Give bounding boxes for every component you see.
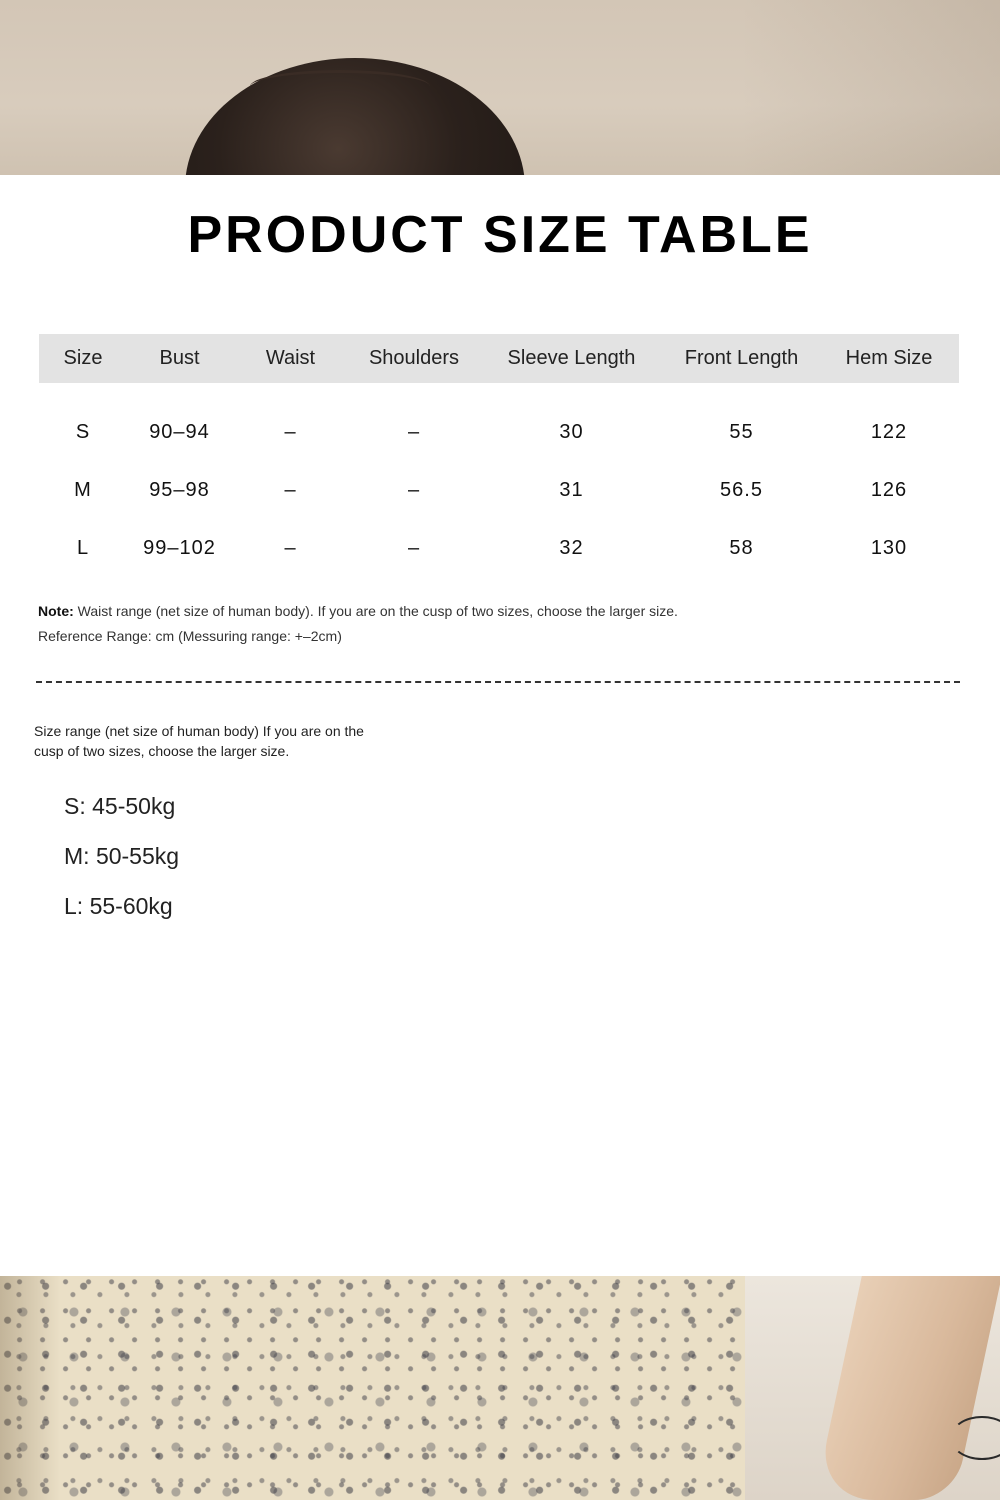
table-cell: L: [76, 536, 90, 559]
spacer-cell: [39, 383, 959, 403]
size-chart-card: [0, 175, 1000, 1276]
weight-list: [64, 789, 179, 939]
note-line: [38, 599, 678, 624]
header-shoulders: Shoulders: [368, 347, 460, 369]
table-cell: 32: [559, 536, 584, 559]
table-cell: S: [75, 420, 91, 443]
table-cell: –: [407, 420, 421, 443]
table-cell: 122: [870, 420, 908, 443]
header-hem-size: Hem Size: [845, 347, 933, 369]
table-cell: 58: [729, 536, 754, 559]
table-cell: 55: [729, 420, 754, 443]
table-cell: –: [284, 420, 297, 443]
table-cell: 126: [870, 478, 908, 501]
size-note: [38, 599, 678, 649]
table-spacer: [39, 383, 959, 403]
skirt-fold: [0, 1276, 60, 1500]
header-bust: Bust: [159, 347, 200, 369]
top-photo: [0, 0, 1000, 175]
header-front-length: Front Length: [684, 347, 799, 369]
table-cell: –: [284, 536, 297, 559]
table-row: [39, 403, 959, 461]
dashed-divider: [36, 681, 960, 683]
header-sleeve-length: Sleeve Length: [507, 347, 636, 369]
wall-shadow: [740, 0, 1000, 175]
table-cell: –: [284, 478, 297, 501]
table-row: [39, 461, 959, 519]
table-cell: 90–94: [149, 420, 210, 443]
weight-item-l: L: 55-60kg: [64, 893, 173, 919]
table-cell: –: [407, 478, 421, 501]
header-size: Size: [63, 347, 103, 369]
table-cell: 130: [870, 536, 908, 559]
note-label: Note:: [38, 603, 74, 619]
page-title: PRODUCT SIZE TABLE: [187, 206, 813, 264]
table-cell: 56.5: [720, 478, 763, 501]
weight-item-m: M: 50-55kg: [64, 843, 180, 869]
table-cell: 95–98: [149, 478, 210, 501]
bottom-photo: [0, 1276, 1000, 1500]
hair-strand: [250, 70, 430, 103]
size-table: [39, 334, 959, 577]
header-waist: Waist: [265, 347, 316, 369]
table-cell: M: [74, 478, 92, 501]
table-cell: 31: [559, 478, 584, 501]
floral-skirt: [0, 1276, 745, 1500]
reference-range: Reference Range: cm (Messuring range: +–2cm): [38, 628, 342, 644]
table-cell: –: [407, 536, 421, 559]
table-cell: 99–102: [143, 536, 216, 559]
weight-item-s: S: 45-50kg: [64, 793, 176, 819]
table-row: [39, 519, 959, 577]
table-header-row: [39, 334, 959, 383]
weight-range-description: Size range (net size of human body) If you are on the cusp of two sizes, choose the larger size.: [34, 723, 364, 759]
table-cell: 30: [559, 420, 584, 443]
note-text: Waist range (net size of human body). If you are on the cusp of two sizes, choose the larger size.: [73, 603, 678, 619]
